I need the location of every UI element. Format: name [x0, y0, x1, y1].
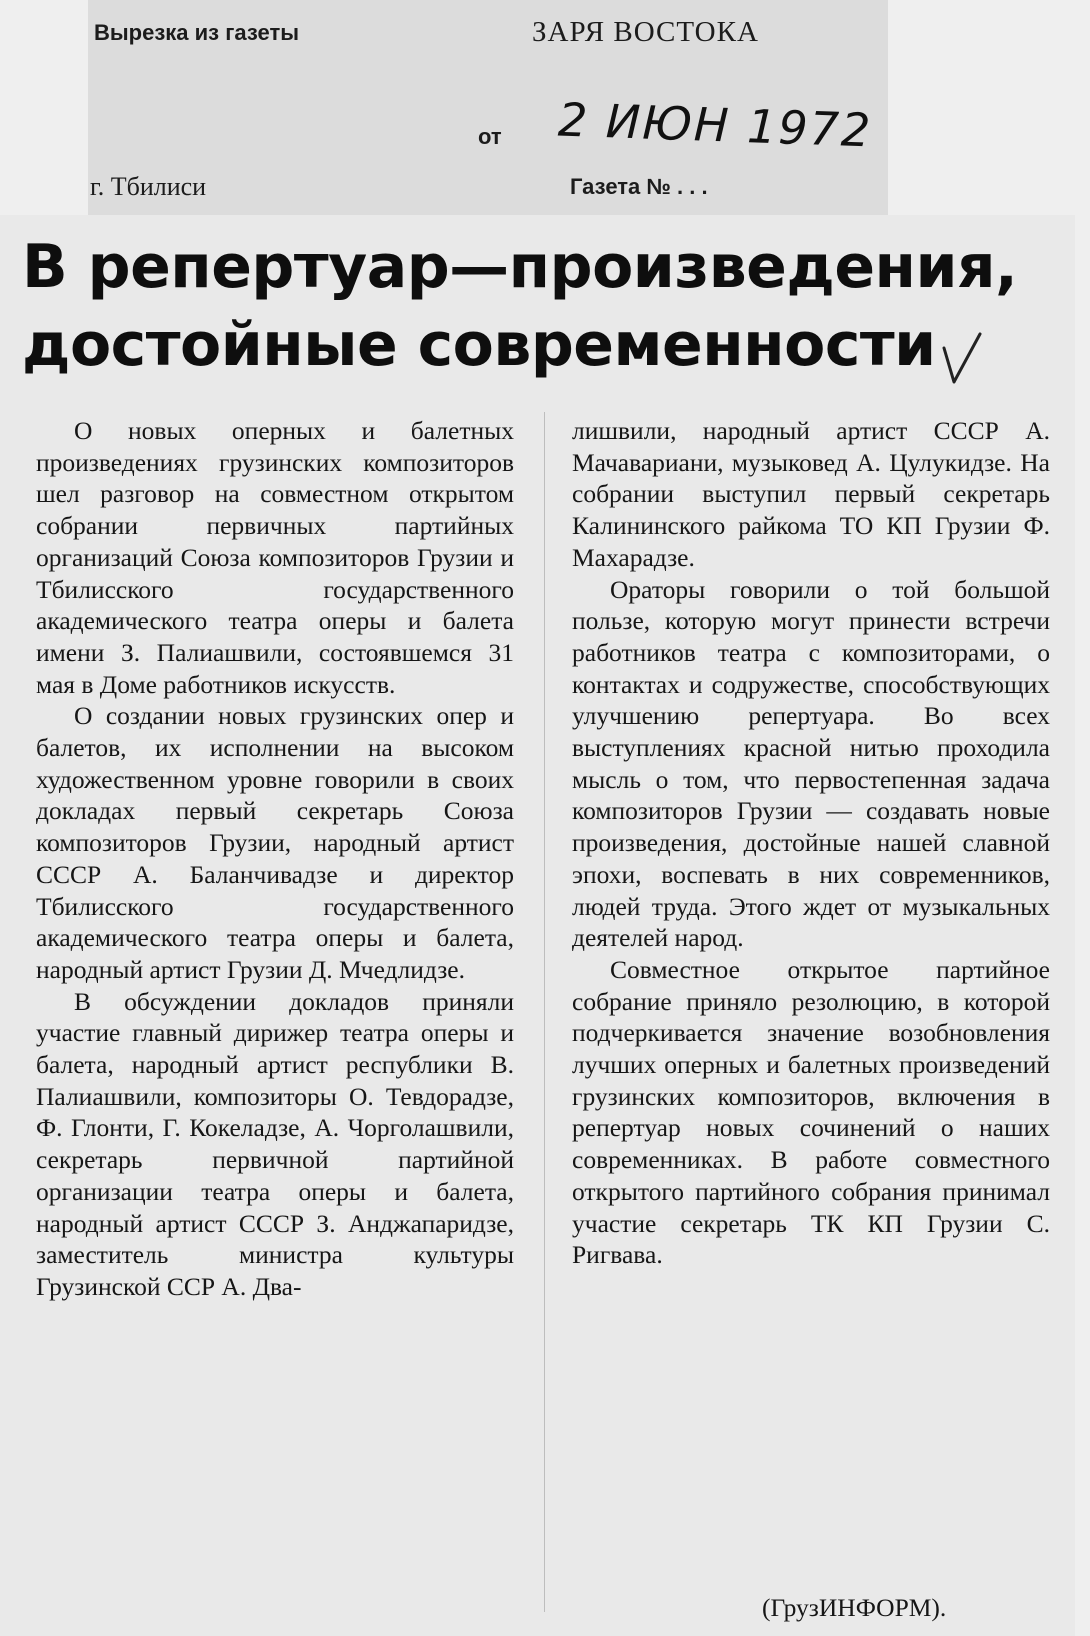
source-credit: (ГрузИНФОРМ). — [762, 1593, 947, 1622]
checkmark-icon — [940, 330, 984, 388]
headline-line-1: В репертуар—произведения, — [22, 232, 1018, 302]
city-label: г. Тбилиси — [90, 172, 207, 201]
article-column-left — [36, 415, 514, 1303]
paragraph: Ораторы говорили о той большой пользе, которую могут принести встречи работников театра с композиторами, о контактах и содружестве, способствующих улучшению репертуара. Во всех выступлениях красной нитью проходила мысль о том, что первостепенная задача композиторов Грузии — создавать новые произведения, достойные нашей славной эпохи, воспевать в них современников, людей труда. Этого ждет от музыкальных деятелей народ. — [572, 574, 1050, 953]
paragraph: лишвили, народный артист СССР А. Мачавариани, музыковед А. Цулукидзе. На собрании выступил первый секретарь Калининского райкома ТО КП Грузии Ф. Махарадзе. — [572, 416, 1050, 572]
column-divider — [544, 412, 545, 1612]
handwritten-date: 2 ИЮН 1972 — [557, 92, 874, 158]
paragraph: В обсуждении докладов приняли участие главный дирижер театра оперы и балета, народный артист республики В. Палиашвили, композиторы О. Тевдорадзе, Ф. Глонти, Г. Кокеладзе, А. Чорголашвили, секретарь первичной партийной организации театра оперы и балета, народный артист СССР З. Анджапаридзе, заместитель министра культуры Грузинской ССР А. Два- — [36, 986, 514, 1301]
article-column-right — [572, 415, 1050, 1271]
paragraph: О новых оперных и балетных произведениях грузинских композиторов шел разговор на совместном открытом собрании первичных партийных организаций Союза композиторов Грузии и Тбилисского государственного академического театра оперы и балета имени З. Палиашвили, состоявшемся 31 мая в Доме работников искусств. — [36, 416, 514, 699]
clipping-label: Вырезка из газеты — [94, 20, 300, 45]
paragraph: О создании новых грузинских опер и балетов, их исполнении на высоком художественном уровне говорили в своих докладах первый секретарь Союза композиторов Грузии, народный артист СССР А. Баланчивадзе и директор Тбилисского государственного академического театра оперы и балета, народный артист Грузии Д. Мчедлидзе. — [36, 701, 514, 984]
newspaper-name: ЗАРЯ ВОСТОКА — [532, 16, 759, 48]
issue-label: Газета № . . . — [570, 174, 708, 199]
paragraph: Совместное открытое партийное собрание приняло резолюцию, в которой подчеркивается значение возобновления лучших оперных и балетных произведений грузинских композиторов, включения в репертуар новых сочинений о наших современниках. В работе совместного открытого партийного собрания принимал участие секретарь ТК КП Грузии С. Ригвава. — [572, 954, 1050, 1270]
date-label: от — [478, 124, 502, 149]
headline-line-2: достойные современности — [22, 310, 936, 380]
